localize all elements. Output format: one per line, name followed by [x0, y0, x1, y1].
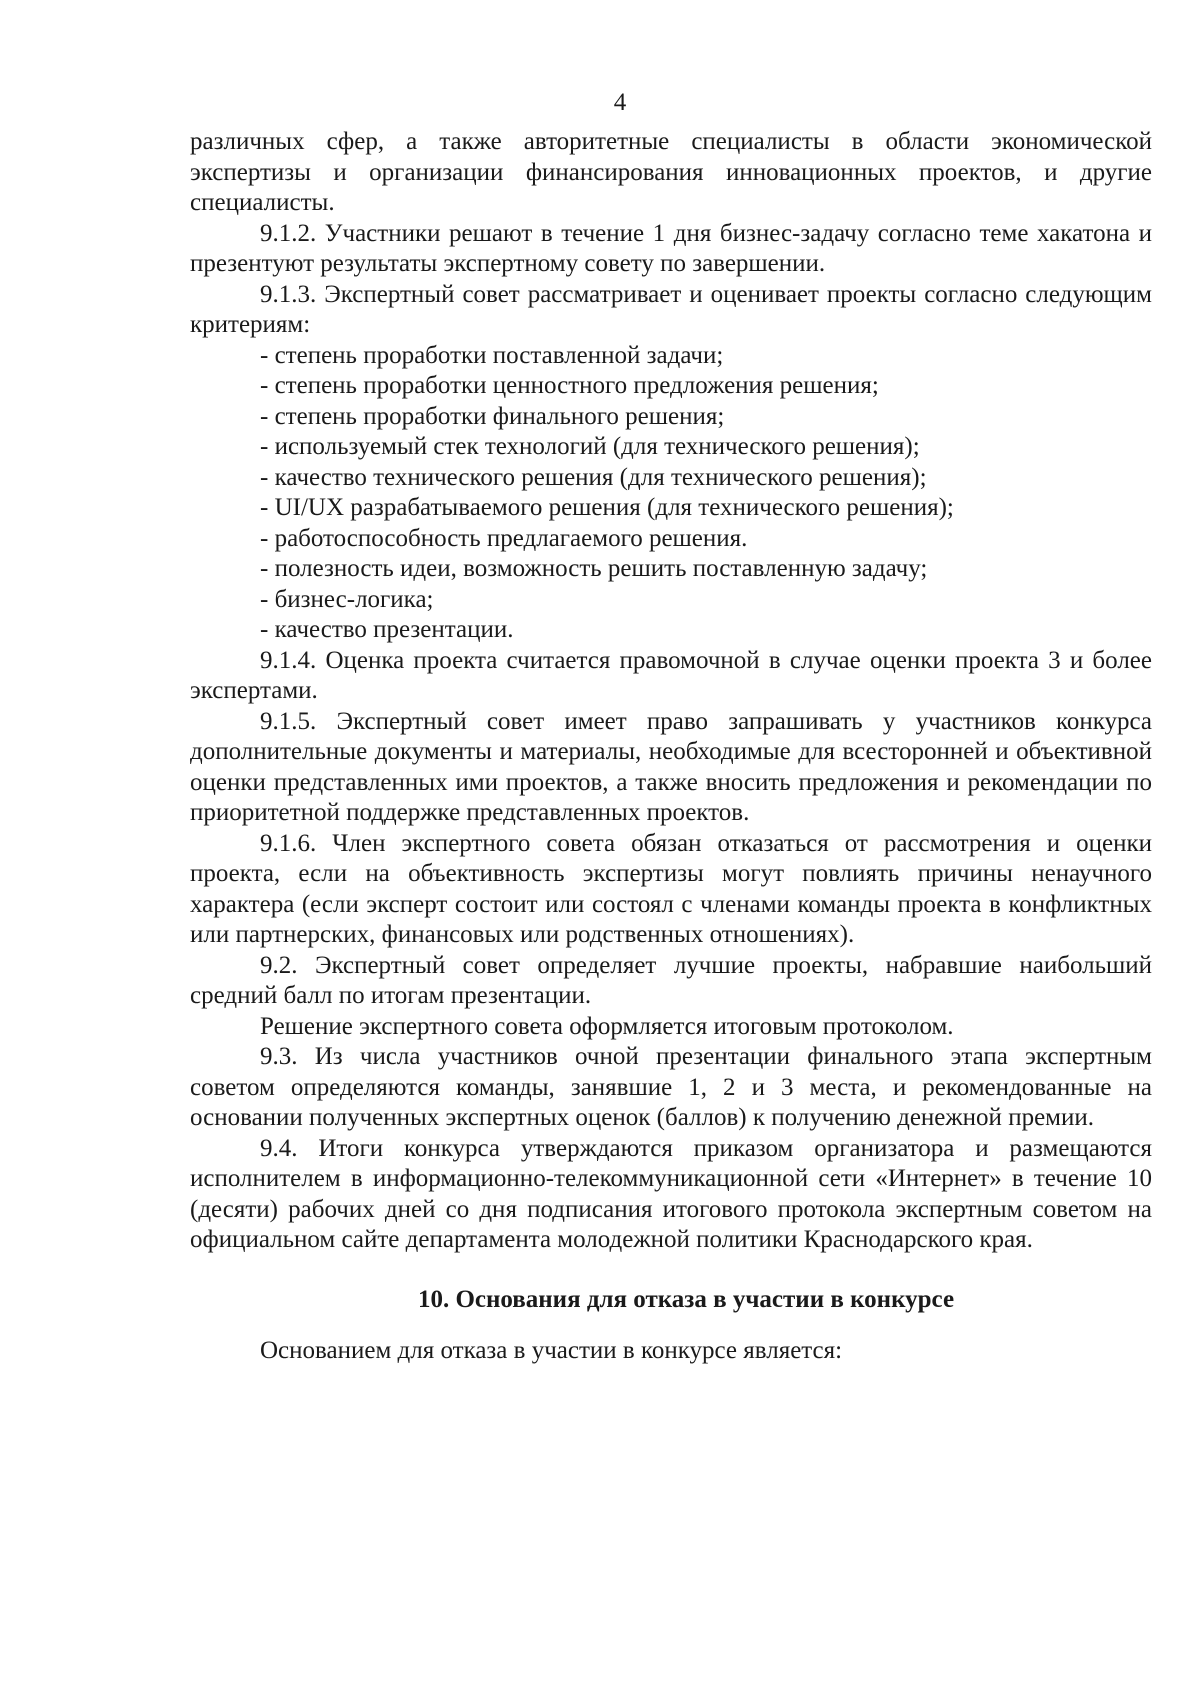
page-number: 4 — [613, 89, 627, 116]
criteria-item: - степень проработки поставленной задачи; — [260, 341, 724, 369]
paragraph-9-3: 9.3. Из числа участников очной презентации финального этапа экспертным советом определяются команды, занявшие 1, 2 и 3 места, и рекомендованные на основании полученных экспертных оценок (баллов) к получению денежной премии. — [190, 1043, 1152, 1131]
paragraph-9-1-6: 9.1.6. Член экспертного совета обязан отказаться от рассмотрения и оценки проекта, если на объективность экспертизы могут повлиять причины ненаучного характера (если эксперт состоит или состоял с членами команды проекта в конфликтных или партнерских, финансовых или родственных отношениях). — [190, 829, 1152, 948]
paragraph-9-1-2: 9.1.2. Участники решают в течение 1 дня бизнес-задачу согласно теме хакатона и презентуют результаты экспертному совету по завершении. — [190, 219, 1152, 277]
criteria-item: - бизнес-логика; — [260, 585, 434, 613]
paragraph-9-2: 9.2. Экспертный совет определяет лучшие проекты, набравшие наибольший средний балл по итогам презентации. — [190, 951, 1152, 1009]
criteria-item: - работоспособность предлагаемого решения. — [260, 524, 748, 552]
criteria-list — [190, 341, 1152, 646]
paragraph-9-1-4: 9.1.4. Оценка проекта считается правомочной в случае оценки проекта 3 и более экспертами. — [190, 646, 1152, 704]
criteria-item: - используемый стек технологий (для технического решения); — [260, 433, 920, 460]
criteria-item: - качество презентации. — [260, 616, 514, 643]
section-10-heading: 10. Основания для отказа в участии в конкурсе — [417, 1285, 955, 1313]
document-body — [190, 127, 1152, 1367]
paragraph-intro-continuation: различных сфер, а также авторитетные специалисты в области экономической экспертизы и организации финансирования инновационных проектов, и другие специалисты. — [190, 128, 1152, 216]
paragraph-9-4: 9.4. Итоги конкурса утверждаются приказом организатора и размещаются исполнителем в информационно-телекоммуникационной сети «Интернет» в течение 10 (десяти) рабочих дней со дня подписания итогового протокола экспертным советом на официальном сайте департамента молодежной политики Краснодарского края. — [190, 1134, 1152, 1253]
criteria-item: - полезность идеи, возможность решить поставленную задачу; — [260, 555, 928, 582]
criteria-item: - UI/UX разрабатываемого решения (для технического решения); — [260, 494, 954, 521]
paragraph-9-1-5: 9.1.5. Экспертный совет имеет право запрашивать у участников конкурса дополнительные документы и материалы, необходимые для всесторонней и объективной оценки представленных ими проектов, а также вносить предложения и рекомендации по приоритетной поддержке представленных проектов. — [190, 707, 1152, 826]
paragraph-9-2-decision: Решение экспертного совета оформляется итоговым протоколом. — [260, 1012, 954, 1040]
criteria-item: - качество технического решения (для технического решения); — [260, 463, 927, 491]
criteria-item: - степень проработки ценностного предложения решения; — [260, 372, 879, 399]
paragraph-9-1-3: 9.1.3. Экспертный совет рассматривает и оценивает проекты согласно следующим критериям: — [190, 280, 1152, 338]
criteria-item: - степень проработки финального решения; — [260, 402, 725, 430]
paragraph-section-10-intro: Основанием для отказа в участии в конкурсе является: — [260, 1337, 843, 1364]
